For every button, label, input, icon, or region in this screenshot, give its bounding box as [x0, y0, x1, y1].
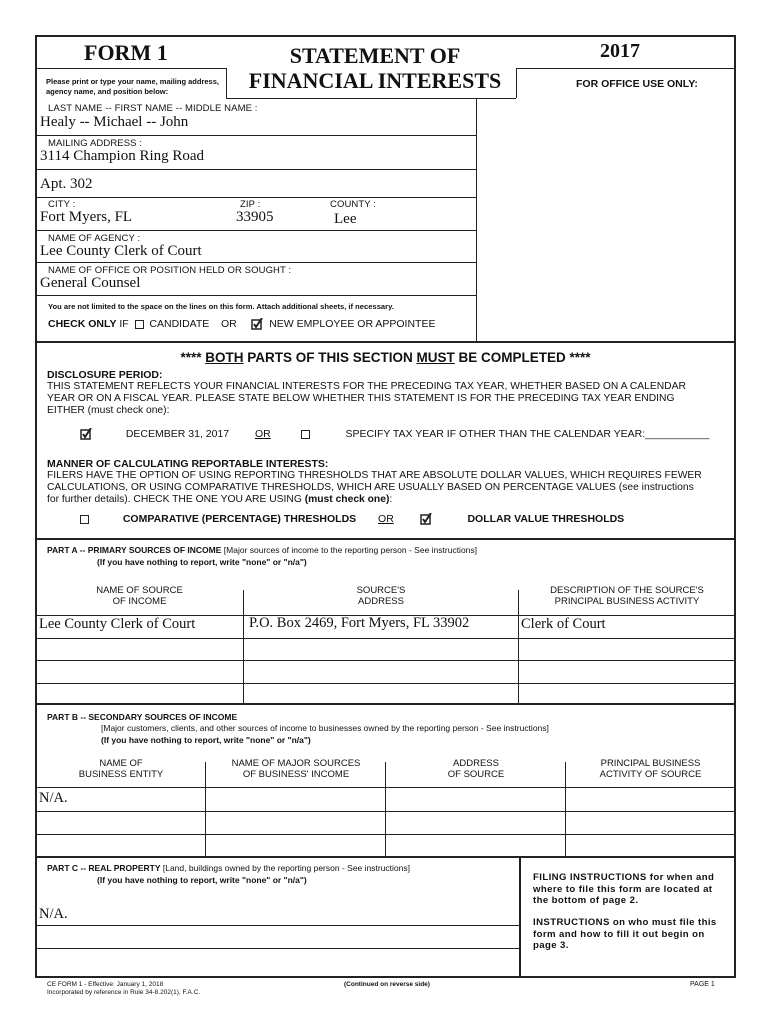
divider [36, 948, 519, 949]
dollar-checkbox-checked-icon[interactable] [420, 513, 432, 525]
footer-form-id [47, 981, 200, 997]
manner-line-part: (must check one) [304, 494, 390, 505]
title-line-1: STATEMENT OF [289, 43, 461, 68]
divider [36, 68, 226, 69]
section-divider [36, 341, 735, 343]
section-divider [36, 538, 735, 540]
zip-value[interactable]: 33905 [236, 209, 274, 225]
instr-rest: on who must file this form and how to fill it out begin on page 3. [533, 917, 717, 951]
divider [36, 787, 735, 788]
footer-form-id-line: CE FORM 1 - Effective: January 1, 2018 [47, 981, 164, 988]
divider [36, 262, 476, 263]
divider [226, 68, 227, 98]
part-a-header-name: NAME OF SOURCE OF INCOME [96, 585, 183, 607]
divider [385, 762, 386, 856]
agency-label: NAME OF AGENCY : [48, 233, 141, 244]
manner-text [47, 470, 702, 506]
divider [226, 98, 476, 99]
or-label: OR [255, 428, 271, 440]
header-instructions: Please print or type your name, mailing address, agency name, and position below: [46, 77, 219, 96]
check-only-label: CHECK ONLY [48, 318, 117, 330]
or-label: OR [221, 318, 237, 330]
form-label: FORM 1 [84, 40, 168, 65]
heading-part: PARTS OF THIS SECTION [243, 350, 417, 365]
position-value[interactable]: General Counsel [40, 275, 141, 291]
divider [476, 98, 516, 99]
candidate-label: CANDIDATE [149, 318, 210, 330]
divider [36, 925, 519, 926]
divider [36, 660, 735, 661]
filing-instructions [533, 872, 723, 907]
heading-both: BOTH [205, 350, 244, 365]
tax-year-row [80, 428, 709, 440]
form-year: 2017 [600, 40, 640, 62]
comparative-label: COMPARATIVE (PERCENTAGE) THRESHOLDS [122, 513, 357, 525]
part-a-header-address: SOURCE'S ADDRESS [356, 585, 406, 607]
disclosure-text [47, 381, 686, 417]
part-c-title-bold: PART C -- REAL PROPERTY [47, 863, 161, 873]
divider [36, 295, 476, 296]
disclosure-title: DISCLOSURE PERIOD: [47, 369, 163, 381]
name-label: LAST NAME -- FIRST NAME -- MIDDLE NAME : [48, 103, 258, 114]
new-employee-checkbox-checked-icon[interactable] [251, 318, 263, 330]
if-label: IF [119, 318, 129, 330]
manner-line [47, 494, 702, 506]
part-a-title [47, 545, 477, 555]
part-b-header-sources: NAME OF MAJOR SOURCES OF BUSINESS' INCOME [231, 758, 361, 780]
manner-line-part: for further details). CHECK THE ONE YOU ARE USING [47, 494, 305, 505]
address-label: MAILING ADDRESS : [48, 138, 143, 149]
divider [36, 683, 735, 684]
filing-bold: FILING INSTRUCTIONS [533, 872, 647, 883]
part-a-title-bold: PART A -- PRIMARY SOURCES OF INCOME [47, 545, 222, 555]
dec31-label: DECEMBER 31, 2017 [125, 428, 230, 440]
part-b-header-entity: NAME OF BUSINESS ENTITY [78, 758, 164, 780]
name-value[interactable]: Healy -- Michael -- John [40, 114, 189, 130]
section-heading [36, 350, 735, 365]
manner-line: CALCULATIONS, OR USING COMPARATIVE THRESHOLDS, WHICH ARE USUALLY BASED ON PERCENTAGE VALUES (see instructions [47, 482, 694, 493]
divider [36, 811, 735, 812]
position-label: NAME OF OFFICE OR POSITION HELD OR SOUGHT : [48, 265, 292, 276]
divider [476, 98, 477, 341]
part-a-source-activity[interactable]: Clerk of Court [521, 616, 606, 632]
disclosure-line: THIS STATEMENT REFLECTS YOUR FINANCIAL INTERESTS FOR THE PRECEDING TAX YEAR, WHETHER BASED ON A CALENDAR [47, 381, 686, 392]
manner-line-part: : [389, 494, 393, 505]
specify-checkbox[interactable] [301, 430, 310, 439]
new-employee-label: NEW EMPLOYEE OR APPOINTEE [269, 318, 436, 330]
filing-rest: for when and where to file this form are located at the bottom of page 2. [533, 872, 715, 906]
part-a-header-activity: DESCRIPTION OF THE SOURCE'S PRINCIPAL BUSINESS ACTIVITY [550, 585, 704, 607]
city-label: CITY : [48, 199, 76, 210]
part-a-title-rest: [Major sources of income to the reporting person - See instructions] [221, 545, 478, 555]
divider [36, 638, 735, 639]
part-b-title: PART B -- SECONDARY SOURCES OF INCOME [47, 712, 238, 722]
part-a-source-name[interactable]: Lee County Clerk of Court [39, 616, 196, 632]
manner-title: MANNER OF CALCULATING REPORTABLE INTERESTS: [47, 458, 329, 470]
part-c-value[interactable]: N/A. [39, 906, 68, 922]
manner-line: FILERS HAVE THE OPTION OF USING REPORTING THRESHOLDS THAT ARE ABSOLUTE DOLLAR VALUES, WHICH REQUIRES FEWER [47, 470, 702, 481]
divider [519, 856, 521, 977]
part-c-title [47, 863, 410, 873]
part-b-header-address: ADDRESS OF SOURCE [447, 758, 505, 780]
office-use-label: FOR OFFICE USE ONLY: [576, 78, 698, 90]
part-c-nothing: (If you have nothing to report, write "none" or "n/a") [97, 875, 307, 885]
footer-page-number: PAGE 1 [690, 981, 715, 988]
threshold-row [80, 513, 624, 525]
divider [36, 230, 476, 231]
heading-part: **** [180, 350, 206, 365]
part-b-nothing: (If you have nothing to report, write "none" or "n/a") [101, 735, 311, 745]
divider [516, 68, 517, 98]
divider [36, 197, 476, 198]
zip-label: ZIP : [240, 199, 261, 210]
heading-must: MUST [416, 350, 455, 365]
part-c-title-rest: [Land, buildings owned by the reporting person - See instructions] [160, 863, 410, 873]
divider [243, 590, 244, 703]
divider [518, 590, 519, 703]
disclosure-line: YEAR OR ON A FISCAL YEAR. PLEASE STATE BELOW WHETHER THIS STATEMENT IS FOR THE PRECEDING TAX YEAR ENDING [47, 393, 675, 404]
divider [36, 169, 476, 170]
candidate-checkbox[interactable] [135, 320, 144, 329]
footer-incorporated-line: Incorporated by reference in Rule 34-8.202(1), F.A.C. [47, 989, 201, 996]
divider [36, 834, 735, 835]
or-label: OR [378, 513, 394, 525]
county-label: COUNTY : [330, 199, 377, 210]
city-value[interactable]: Fort Myers, FL [40, 209, 133, 225]
divider [205, 762, 206, 856]
part-b-entity-value[interactable]: N/A. [39, 790, 68, 806]
address-value[interactable]: 3114 Champion Ring Road [40, 148, 205, 164]
section-divider [36, 703, 735, 705]
who-must-file-instructions [533, 917, 723, 952]
filer-type-row [48, 318, 435, 330]
divider [516, 68, 735, 69]
page-title [230, 43, 520, 93]
dollar-label: DOLLAR VALUE THRESHOLDS [467, 513, 625, 525]
agency-value[interactable]: Lee County Clerk of Court [40, 243, 202, 259]
footer-continued: (Continued on reverse side) [344, 981, 430, 988]
part-b-header-activity: PRINCIPAL BUSINESS ACTIVITY OF SOURCE [599, 758, 702, 780]
address-line2[interactable]: Apt. 302 [40, 176, 93, 192]
disclosure-line: EITHER (must check one): [47, 405, 170, 416]
specify-label: SPECIFY TAX YEAR IF OTHER THAN THE CALENDAR YEAR:___________ [345, 428, 710, 440]
comparative-checkbox[interactable] [80, 515, 89, 524]
instr-bold: INSTRUCTIONS [533, 917, 610, 928]
part-b-desc: [Major customers, clients, and other sources of income to businesses owned by the reporting person - See instructions] [101, 723, 549, 733]
part-a-source-address[interactable]: P.O. Box 2469, Fort Myers, FL 33902 [249, 615, 470, 631]
divider [36, 135, 476, 136]
space-note: You are not limited to the space on the lines on this form. Attach additional sheets, if necessary. [48, 302, 394, 311]
title-line-2: FINANCIAL INTERESTS [248, 68, 502, 93]
heading-part: BE COMPLETED **** [454, 350, 591, 365]
part-a-nothing: (If you have nothing to report, write "none" or "n/a") [97, 557, 307, 567]
section-divider [36, 856, 735, 858]
county-value[interactable]: Lee [334, 211, 357, 227]
divider [565, 762, 566, 856]
dec31-checkbox-checked-icon[interactable] [80, 428, 92, 440]
